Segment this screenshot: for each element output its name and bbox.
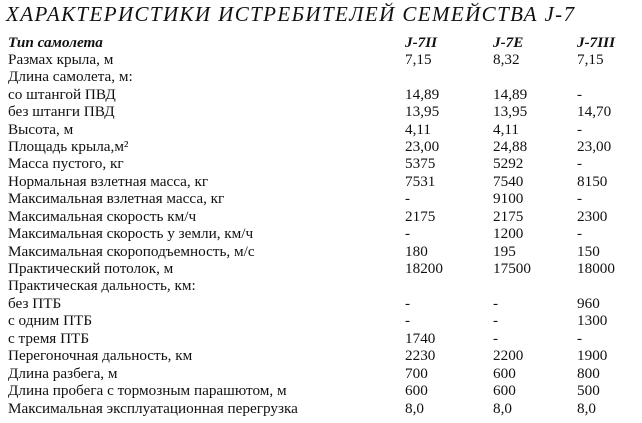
value-j7iii: 2300: [577, 208, 608, 225]
row-label: Максимальная скорость км/ч: [8, 208, 197, 225]
value-j7e: 17500: [493, 260, 531, 277]
value-j7e: 9100: [493, 190, 524, 207]
table-row: [0, 208, 642, 225]
table-row: [0, 173, 642, 190]
table-row: [0, 382, 642, 399]
value-j7e: 7540: [493, 173, 524, 190]
row-label: Масса пустого, кг: [8, 155, 124, 172]
value-j7ii: 4,11: [405, 121, 432, 138]
table-row: [0, 400, 642, 417]
table-row: [0, 330, 642, 347]
value-j7e: -: [493, 295, 499, 312]
header-aircraft-type: Тип самолета: [8, 34, 103, 51]
value-j7e: 600: [493, 365, 516, 382]
header-j7ii: J-7II: [405, 34, 438, 51]
value-j7iii: 8,0: [577, 400, 596, 417]
value-j7ii: 180: [405, 243, 428, 260]
value-j7e: 8,32: [493, 51, 520, 68]
row-label: Максимальная взлетная масса, кг: [8, 190, 225, 207]
value-j7ii: -: [405, 190, 411, 207]
value-j7ii: 13,95: [405, 103, 440, 120]
value-j7ii: 700: [405, 365, 428, 382]
value-j7iii: -: [577, 121, 583, 138]
value-j7iii: -: [577, 190, 583, 207]
value-j7ii: 14,89: [405, 86, 440, 103]
table-row: [0, 225, 642, 242]
table-row: [0, 86, 642, 103]
row-label: со штангой ПВД: [8, 86, 116, 103]
table-row: [0, 277, 642, 294]
row-label: с тремя ПТБ: [8, 330, 90, 347]
row-label: Практический потолок, м: [8, 260, 174, 277]
value-j7iii: -: [577, 225, 583, 242]
row-label: Максимальная эксплуатационная перегрузка: [8, 400, 298, 417]
value-j7iii: 500: [577, 382, 600, 399]
table-row: [0, 312, 642, 329]
table-row: [0, 51, 642, 68]
value-j7iii: 8150: [577, 173, 608, 190]
page-title: ХАРАКТЕРИСТИКИ ИСТРЕБИТЕЛЕЙ СЕМЕЙСТВА J-7: [6, 2, 576, 26]
table-row: [0, 295, 642, 312]
table-row: [0, 68, 642, 85]
value-j7iii: 14,70: [577, 103, 612, 120]
value-j7iii: -: [577, 86, 583, 103]
value-j7iii: -: [577, 155, 583, 172]
value-j7ii: 18200: [405, 260, 443, 277]
header-j7iii: J-7III: [577, 34, 615, 51]
value-j7iii: 18000: [577, 260, 615, 277]
row-label: Высота, м: [8, 121, 74, 138]
row-label: Нормальная взлетная масса, кг: [8, 173, 209, 190]
row-label: Размах крыла, м: [8, 51, 114, 68]
row-label: Максимальная скороподъемность, м/с: [8, 243, 255, 260]
value-j7iii: 960: [577, 295, 600, 312]
value-j7e: 8,0: [493, 400, 512, 417]
table-row: [0, 155, 642, 172]
row-label: Длина пробега с тормозным парашютом, м: [8, 382, 287, 399]
table-row: [0, 365, 642, 382]
value-j7e: 600: [493, 382, 516, 399]
value-j7e: 14,89: [493, 86, 528, 103]
table-row: [0, 347, 642, 364]
row-label: Длина самолета, м:: [8, 68, 133, 85]
value-j7ii: -: [405, 312, 411, 329]
row-label: без штанги ПВД: [8, 103, 115, 120]
value-j7e: 24,88: [493, 138, 528, 155]
value-j7e: 1200: [493, 225, 524, 242]
value-j7iii: 1900: [577, 347, 608, 364]
row-label: без ПТБ: [8, 295, 62, 312]
value-j7e: 195: [493, 243, 516, 260]
table-row: [0, 138, 642, 155]
header-j7e: J-7E: [493, 34, 524, 51]
value-j7iii: 1300: [577, 312, 608, 329]
row-label: Практическая дальность, км:: [8, 277, 196, 294]
table-row: [0, 243, 642, 260]
table-row: [0, 260, 642, 277]
value-j7e: 2175: [493, 208, 524, 225]
value-j7ii: 7531: [405, 173, 436, 190]
value-j7iii: 23,00: [577, 138, 612, 155]
value-j7e: 5292: [493, 155, 524, 172]
value-j7ii: 8,0: [405, 400, 424, 417]
row-label: Перегоночная дальность, км: [8, 347, 193, 364]
value-j7ii: 2175: [405, 208, 436, 225]
table-row: [0, 190, 642, 207]
value-j7e: -: [493, 330, 499, 347]
value-j7e: 2200: [493, 347, 524, 364]
value-j7iii: 800: [577, 365, 600, 382]
value-j7ii: -: [405, 295, 411, 312]
value-j7ii: 2230: [405, 347, 436, 364]
row-label: Площадь крыла,м²: [8, 138, 129, 155]
value-j7iii: 150: [577, 243, 600, 260]
value-j7e: 13,95: [493, 103, 528, 120]
table-row: [0, 121, 642, 138]
row-label: Максимальная скорость у земли, км/ч: [8, 225, 254, 242]
row-label: с одним ПТБ: [8, 312, 93, 329]
value-j7ii: -: [405, 225, 411, 242]
row-label: Длина разбега, м: [8, 365, 118, 382]
value-j7ii: 600: [405, 382, 428, 399]
table-header: [0, 34, 642, 51]
value-j7iii: -: [577, 330, 583, 347]
table-row: [0, 103, 642, 120]
value-j7ii: 5375: [405, 155, 436, 172]
value-j7e: 4,11: [493, 121, 520, 138]
value-j7ii: 7,15: [405, 51, 432, 68]
value-j7e: -: [493, 312, 499, 329]
value-j7ii: 1740: [405, 330, 436, 347]
value-j7ii: 23,00: [405, 138, 440, 155]
value-j7iii: 7,15: [577, 51, 604, 68]
